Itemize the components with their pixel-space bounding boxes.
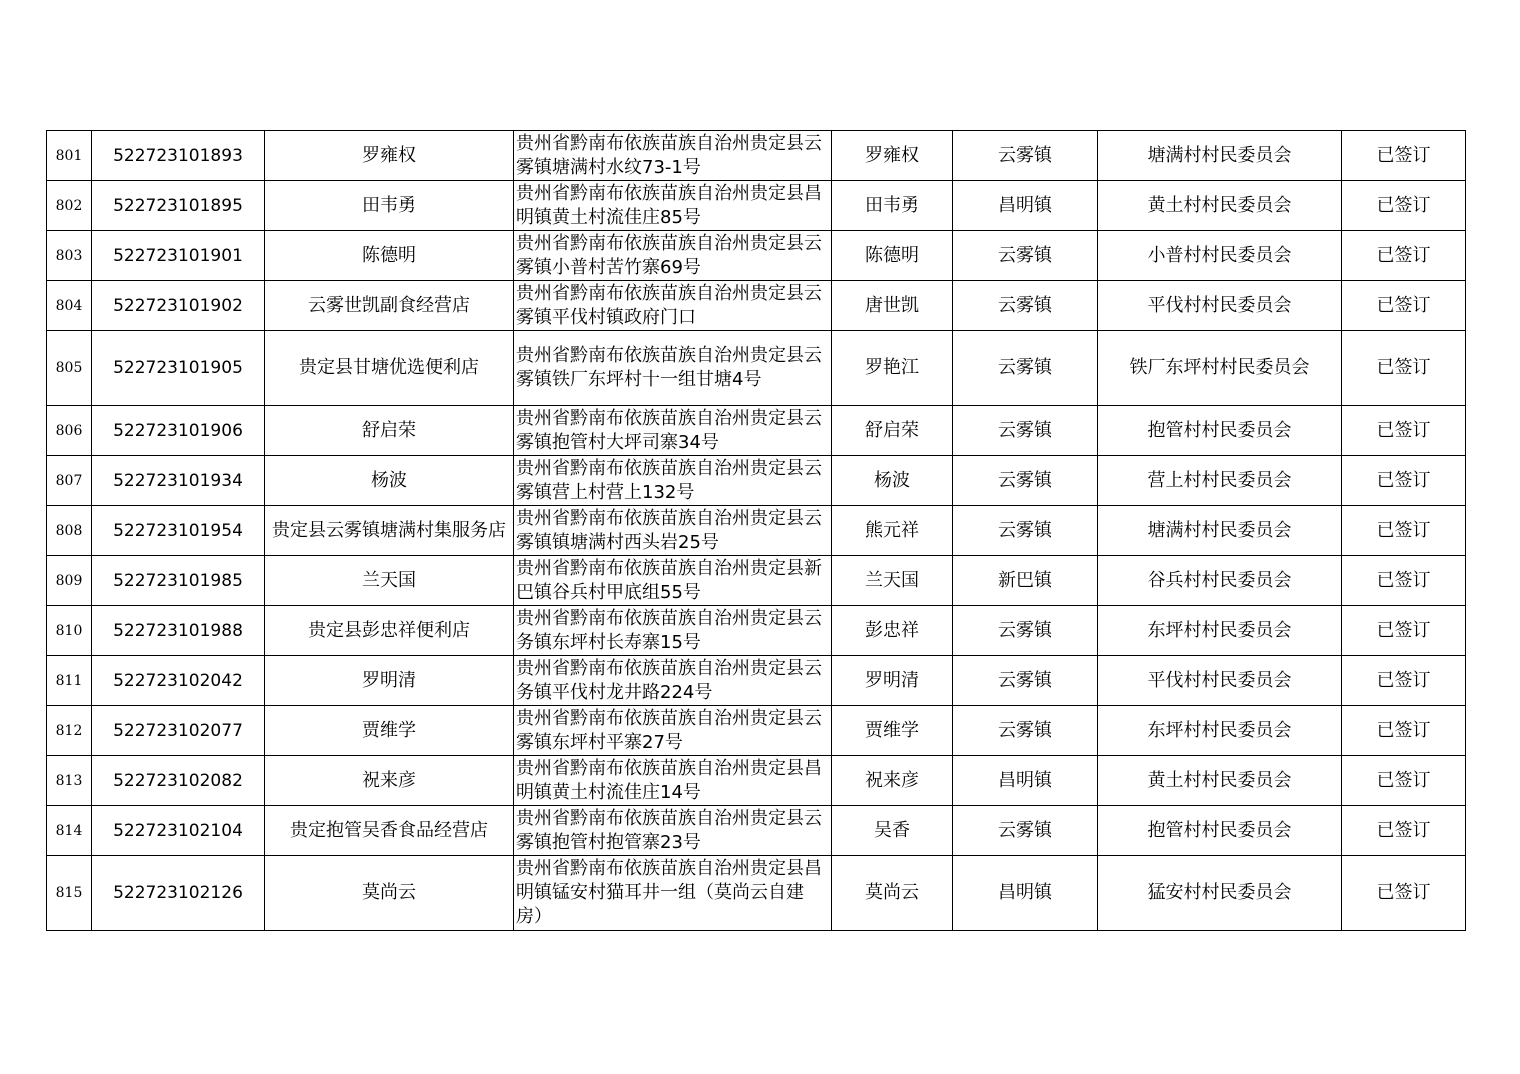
village-committee: 铁厂东坪村村民委员会 xyxy=(1098,331,1342,406)
sign-status: 已签订 xyxy=(1342,131,1466,181)
sign-status: 已签订 xyxy=(1342,506,1466,556)
town-name: 云雾镇 xyxy=(953,406,1098,456)
store-name: 贾维学 xyxy=(265,706,514,756)
owner-name: 罗雍权 xyxy=(832,131,953,181)
license-code: 522723101906 xyxy=(92,406,265,456)
table-row xyxy=(47,856,1466,931)
town-name: 云雾镇 xyxy=(953,456,1098,506)
row-number: 807 xyxy=(47,456,92,506)
table-row xyxy=(47,806,1466,856)
store-address: 贵州省黔南布依族苗族自治州贵定县云雾镇抱管村抱管寨23号 xyxy=(514,806,832,856)
license-code: 522723101901 xyxy=(92,231,265,281)
town-name: 新巴镇 xyxy=(953,556,1098,606)
town-name: 昌明镇 xyxy=(953,756,1098,806)
row-number: 813 xyxy=(47,756,92,806)
owner-name: 吴香 xyxy=(832,806,953,856)
table-row xyxy=(47,506,1466,556)
store-name: 罗明清 xyxy=(265,656,514,706)
store-address: 贵州省黔南布依族苗族自治州贵定县云雾镇抱管村大坪司寨34号 xyxy=(514,406,832,456)
store-address: 贵州省黔南布依族苗族自治州贵定县云雾镇塘满村水纹73-1号 xyxy=(514,131,832,181)
store-name: 贵定县甘塘优选便利店 xyxy=(265,331,514,406)
table-row xyxy=(47,706,1466,756)
village-committee: 猛安村村民委员会 xyxy=(1098,856,1342,931)
sign-status: 已签订 xyxy=(1342,456,1466,506)
store-name: 云雾世凯副食经营店 xyxy=(265,281,514,331)
sign-status: 已签订 xyxy=(1342,556,1466,606)
row-number: 810 xyxy=(47,606,92,656)
owner-name: 莫尚云 xyxy=(832,856,953,931)
owner-name: 田韦勇 xyxy=(832,181,953,231)
town-name: 云雾镇 xyxy=(953,806,1098,856)
sign-status: 已签订 xyxy=(1342,706,1466,756)
owner-name: 熊元祥 xyxy=(832,506,953,556)
store-name: 陈德明 xyxy=(265,231,514,281)
village-committee: 抱管村村民委员会 xyxy=(1098,406,1342,456)
sign-status: 已签订 xyxy=(1342,181,1466,231)
store-name: 贵定县彭忠祥便利店 xyxy=(265,606,514,656)
sign-status: 已签订 xyxy=(1342,331,1466,406)
license-code: 522723102082 xyxy=(92,756,265,806)
owner-name: 贾维学 xyxy=(832,706,953,756)
town-name: 云雾镇 xyxy=(953,656,1098,706)
table-row xyxy=(47,331,1466,406)
license-code: 522723102126 xyxy=(92,856,265,931)
row-number: 804 xyxy=(47,281,92,331)
store-name: 贵定抱管吴香食品经营店 xyxy=(265,806,514,856)
store-address: 贵州省黔南布依族苗族自治州贵定县云雾镇东坪村平寨27号 xyxy=(514,706,832,756)
table-row xyxy=(47,406,1466,456)
store-name: 罗雍权 xyxy=(265,131,514,181)
license-code: 522723102042 xyxy=(92,656,265,706)
town-name: 云雾镇 xyxy=(953,331,1098,406)
store-address: 贵州省黔南布依族苗族自治州贵定县云务镇东坪村长寿寨15号 xyxy=(514,606,832,656)
table-row xyxy=(47,456,1466,506)
license-code: 522723101902 xyxy=(92,281,265,331)
sign-status: 已签订 xyxy=(1342,656,1466,706)
store-address: 贵州省黔南布依族苗族自治州贵定县云雾镇铁厂东坪村十一组甘塘4号 xyxy=(514,331,832,406)
village-committee: 抱管村村民委员会 xyxy=(1098,806,1342,856)
village-committee: 东坪村村民委员会 xyxy=(1098,606,1342,656)
owner-name: 彭忠祥 xyxy=(832,606,953,656)
store-name: 祝来彦 xyxy=(265,756,514,806)
store-address: 贵州省黔南布依族苗族自治州贵定县云雾镇小普村苦竹寨69号 xyxy=(514,231,832,281)
sign-status: 已签订 xyxy=(1342,806,1466,856)
sign-status: 已签订 xyxy=(1342,406,1466,456)
row-number: 808 xyxy=(47,506,92,556)
license-code: 522723101988 xyxy=(92,606,265,656)
town-name: 昌明镇 xyxy=(953,181,1098,231)
store-address: 贵州省黔南布依族苗族自治州贵定县云务镇平伐村龙井路224号 xyxy=(514,656,832,706)
village-committee: 小普村村民委员会 xyxy=(1098,231,1342,281)
store-address: 贵州省黔南布依族苗族自治州贵定县昌明镇锰安村猫耳井一组（莫尚云自建房） xyxy=(514,856,832,931)
row-number: 814 xyxy=(47,806,92,856)
town-name: 云雾镇 xyxy=(953,231,1098,281)
license-code: 522723102104 xyxy=(92,806,265,856)
owner-name: 唐世凯 xyxy=(832,281,953,331)
store-name: 杨波 xyxy=(265,456,514,506)
row-number: 811 xyxy=(47,656,92,706)
sign-status: 已签订 xyxy=(1342,231,1466,281)
table-row xyxy=(47,756,1466,806)
row-number: 809 xyxy=(47,556,92,606)
village-committee: 黄土村村民委员会 xyxy=(1098,756,1342,806)
table-row xyxy=(47,131,1466,181)
license-code: 522723102077 xyxy=(92,706,265,756)
village-committee: 平伐村村民委员会 xyxy=(1098,281,1342,331)
store-address: 贵州省黔南布依族苗族自治州贵定县云雾镇营上村营上132号 xyxy=(514,456,832,506)
village-committee: 谷兵村村民委员会 xyxy=(1098,556,1342,606)
town-name: 昌明镇 xyxy=(953,856,1098,931)
store-name: 兰天国 xyxy=(265,556,514,606)
owner-name: 杨波 xyxy=(832,456,953,506)
sign-status: 已签订 xyxy=(1342,756,1466,806)
sign-status: 已签订 xyxy=(1342,856,1466,931)
town-name: 云雾镇 xyxy=(953,506,1098,556)
table-row xyxy=(47,556,1466,606)
row-number: 805 xyxy=(47,331,92,406)
license-code: 522723101895 xyxy=(92,181,265,231)
owner-name: 舒启荣 xyxy=(832,406,953,456)
town-name: 云雾镇 xyxy=(953,281,1098,331)
store-address: 贵州省黔南布依族苗族自治州贵定县新巴镇谷兵村甲底组55号 xyxy=(514,556,832,606)
store-name: 田韦勇 xyxy=(265,181,514,231)
store-name: 莫尚云 xyxy=(265,856,514,931)
license-code: 522723101934 xyxy=(92,456,265,506)
owner-name: 陈德明 xyxy=(832,231,953,281)
owner-name: 祝来彦 xyxy=(832,756,953,806)
store-name: 舒启荣 xyxy=(265,406,514,456)
owner-name: 兰天国 xyxy=(832,556,953,606)
license-code: 522723101893 xyxy=(92,131,265,181)
row-number: 806 xyxy=(47,406,92,456)
store-name: 贵定县云雾镇塘满村集服务店 xyxy=(265,506,514,556)
registry-table xyxy=(46,130,1466,931)
village-committee: 塘满村村民委员会 xyxy=(1098,506,1342,556)
store-address: 贵州省黔南布依族苗族自治州贵定县云雾镇平伐村镇政府门口 xyxy=(514,281,832,331)
village-committee: 营上村村民委员会 xyxy=(1098,456,1342,506)
sign-status: 已签订 xyxy=(1342,606,1466,656)
table-row xyxy=(47,606,1466,656)
row-number: 802 xyxy=(47,181,92,231)
town-name: 云雾镇 xyxy=(953,706,1098,756)
store-address: 贵州省黔南布依族苗族自治州贵定县昌明镇黄土村流佳庄14号 xyxy=(514,756,832,806)
town-name: 云雾镇 xyxy=(953,606,1098,656)
store-address: 贵州省黔南布依族苗族自治州贵定县昌明镇黄土村流佳庄85号 xyxy=(514,181,832,231)
row-number: 801 xyxy=(47,131,92,181)
license-code: 522723101954 xyxy=(92,506,265,556)
village-committee: 塘满村村民委员会 xyxy=(1098,131,1342,181)
table-row xyxy=(47,231,1466,281)
store-address: 贵州省黔南布依族苗族自治州贵定县云雾镇镇塘满村西头岩25号 xyxy=(514,506,832,556)
table-row xyxy=(47,181,1466,231)
row-number: 803 xyxy=(47,231,92,281)
row-number: 812 xyxy=(47,706,92,756)
village-committee: 平伐村村民委员会 xyxy=(1098,656,1342,706)
license-code: 522723101905 xyxy=(92,331,265,406)
registry-table-body xyxy=(47,131,1466,931)
table-row xyxy=(47,656,1466,706)
village-committee: 东坪村村民委员会 xyxy=(1098,706,1342,756)
license-code: 522723101985 xyxy=(92,556,265,606)
village-committee: 黄土村村民委员会 xyxy=(1098,181,1342,231)
row-number: 815 xyxy=(47,856,92,931)
owner-name: 罗艳江 xyxy=(832,331,953,406)
table-row xyxy=(47,281,1466,331)
town-name: 云雾镇 xyxy=(953,131,1098,181)
sign-status: 已签订 xyxy=(1342,281,1466,331)
owner-name: 罗明清 xyxy=(832,656,953,706)
